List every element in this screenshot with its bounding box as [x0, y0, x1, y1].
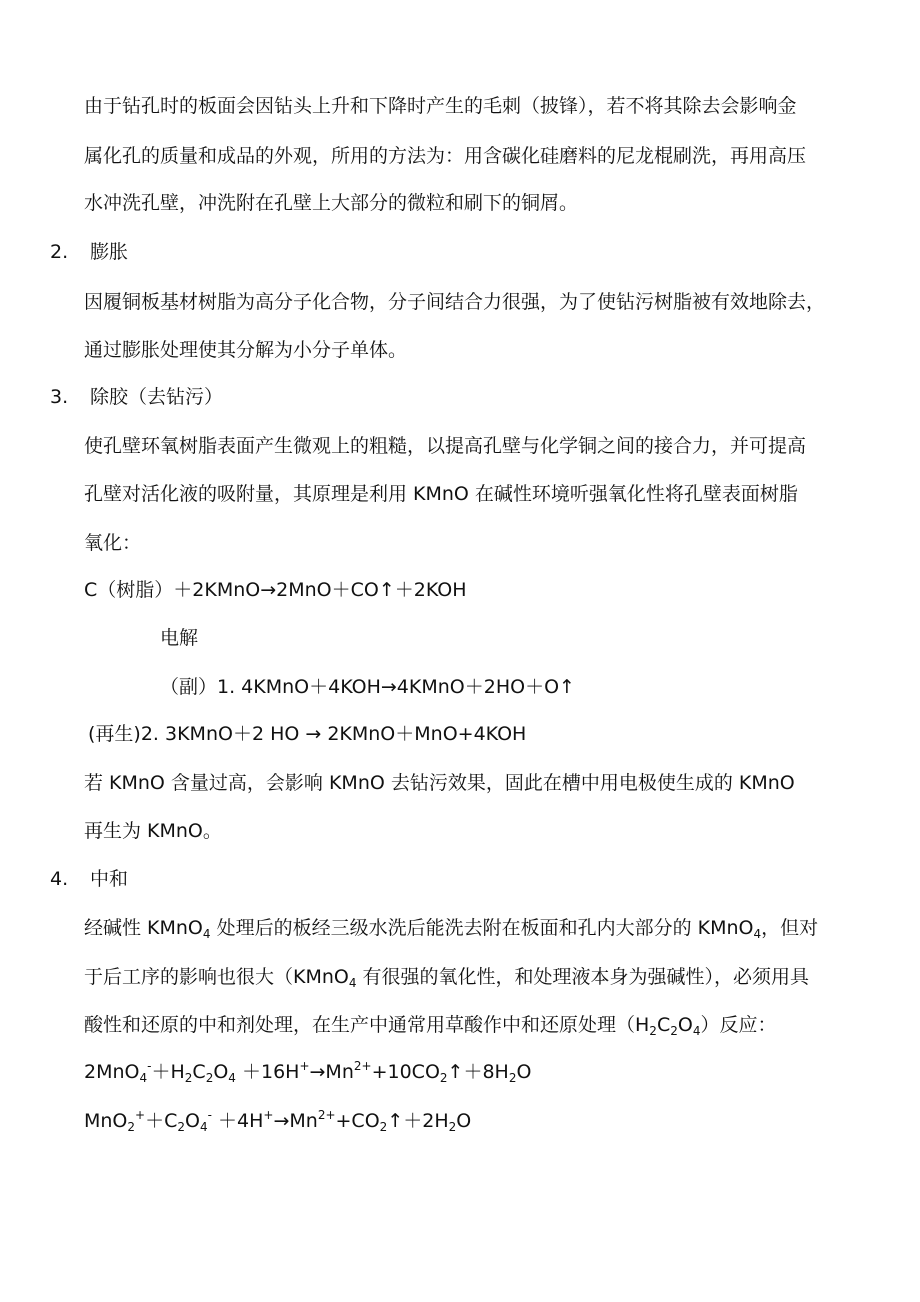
equation-regeneration: (再生)2. 3KMnO＋2 HO → 2KMnO＋MnO+4KOH — [88, 723, 527, 745]
section-heading: 除胶（去钻污） — [90, 386, 224, 408]
section-heading: 膨胀 — [90, 241, 129, 263]
paragraph-line: 使孔壁环氧树脂表面产生微观上的粗糙，以提高孔壁与化学铜之间的接合力，并可提高 — [84, 435, 807, 457]
paragraph-line: 再生为 KMnO。 — [84, 820, 222, 842]
section-number: 3. — [50, 386, 69, 408]
equation-neutralization-1: $2MnO_4^-+H_2C_2O_4$ $+16H^+\to Mn^{2+}+10CO_2↑+8H_2O$ — [84, 1059, 532, 1085]
paragraph-line: 由于钻孔时的板面会因钻头上升和下降时产生的毛刺（披锋），若不将其除去会影响金 — [84, 95, 797, 117]
section-number: 2. — [50, 241, 69, 263]
equation-neutralization-2: $MnO_2^++C_2O_4^-$ $+4H^+\to Mn^{2+}+CO_2↑+2H_2O$ — [84, 1108, 472, 1134]
paragraph-line: 属化孔的质量和成品的外观，所用的方法为：用含碳化硅磨料的尼龙棍刷洗，再用高压 — [84, 145, 807, 167]
electrolysis-label: 电解 — [160, 627, 199, 649]
section-number: 4. — [50, 868, 69, 890]
paragraph-line: 氧化： — [84, 532, 142, 554]
paragraph-line: 水冲洗孔壁，冲洗附在孔壁上大部分的微粒和刷下的铜屑。 — [84, 192, 579, 214]
paragraph-line: 经碱性 KMnO$_4$ 处理后的板经三级水洗后能洗去附在板面和孔内大部分的 KMnO$_4$，但对 — [84, 917, 819, 941]
paragraph-line: 因履铜板基材树脂为高分子化合物，分子间结合力很强，为了使钻污树脂被有效地除去， — [84, 291, 826, 313]
paragraph-line: 酸性和还原的中和剂处理，在生产中通常用草酸作中和还原处理$(H_2C_2O_4)$反应： — [84, 1014, 777, 1038]
paragraph-line: 通过膨胀处理使其分解为小分子单体。 — [84, 339, 408, 361]
paragraph-line: 若 KMnO 含量过高，会影响 KMnO 去钻污效果，固此在槽中用电极使生成的 KMnO — [84, 772, 795, 794]
paragraph-line: 于后工序的影响也很大（KMnO$_4$ 有很强的氧化性，和处理液本身为强碱性），必须用具 — [84, 966, 810, 990]
equation-oxidation: C（树脂）＋2KMnO→2MnO＋CO↑＋2KOH — [84, 579, 467, 601]
equation-side-reaction: （副）1. 4KMnO＋4KOH→4KMnO＋2HO＋O↑ — [160, 676, 575, 698]
paragraph-line: 孔壁对活化液的吸附量，其原理是利用 KMnO 在碱性环境听强氧化性将孔壁表面树脂 — [84, 483, 798, 505]
section-heading: 中和 — [90, 868, 129, 890]
